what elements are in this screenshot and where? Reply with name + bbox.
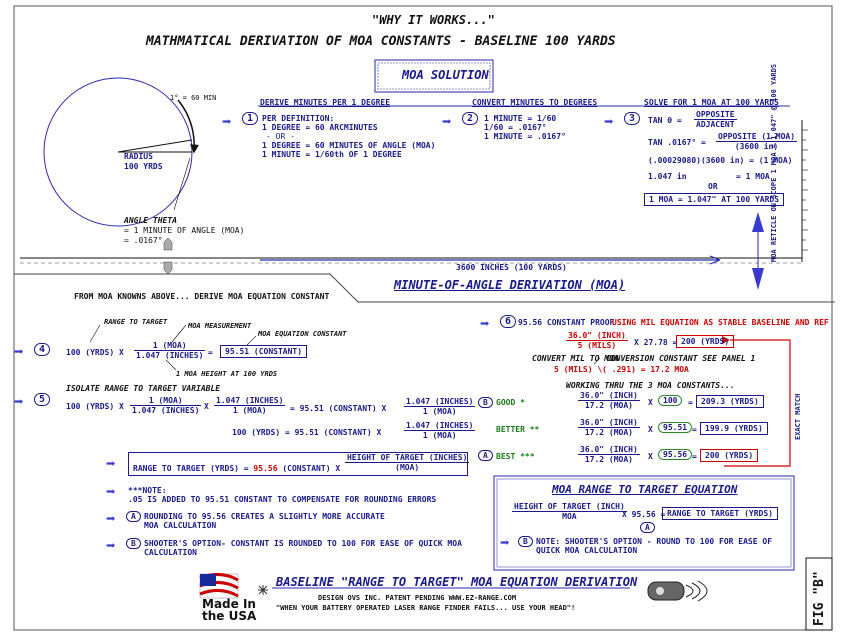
step3-line3: (.00029080)(3600 in) = (1 MOA) [648,156,793,165]
step1-line-3: 1 DEGREE = 60 MINUTES OF ANGLE (MOA) [262,141,436,150]
exact-match-label: EXACT MATCH [794,393,802,440]
theta-label-3: = .0167° [124,236,163,245]
better-x: X [648,425,653,434]
footer-title: BASELINE "RANGE TO TARGET" MOA EQUATION DERIVATION [276,575,638,589]
box-result: RANGE TO TARGET (YRDS) [662,507,778,520]
best-fraction: 36.0" (INCH) 17.2 (MOA) [580,445,638,464]
step5-badge: 5 [34,393,50,406]
arc-label: 1° = 60 MIN [170,94,217,102]
step3-tan-label: TAN θ = [648,116,682,125]
step6-b: USING MIL EQUATION AS STABLE BASELINE AND REF [612,318,829,327]
best-result: 200 (YRDS) [700,449,758,462]
box-badge-a: A [640,522,655,533]
note-b-arrow-icon: ➡ [106,509,116,528]
step3-line4b: = 1 MOA [736,172,770,181]
eq5-fraction-3: 1.047 (INCHES) 1 (MOA) [406,397,474,416]
footer-company: DESIGN OVS INC. PATENT PENDING WWW.EZ-RANGE.COM [318,594,517,602]
step3-tan2-label: TAN .0167° = [648,138,706,147]
made-in-2: the USA [202,609,257,623]
step2-line-1: 1/60 = .0167° [484,123,547,132]
moa-meas-label: MOA MEASUREMENT [188,322,252,330]
final-c: (CONSTANT) X [282,464,341,473]
step1-line-0: PER DEFINITION: [262,114,335,123]
good-eq: = [688,398,693,407]
convert-label: CONVERT MIL TO MOA [532,354,619,363]
note-a-arrow-icon: ➡ [106,482,116,501]
best-const: 95.56 [658,449,692,460]
step1-heading: DERIVE MINUTES PER 1 DEGREE [260,98,391,107]
vertical-scope-label: MOA RETICLE ON SCOPE 1 MOA = 1.047" @ 100 YARDS [770,63,778,262]
better-const: 95.51 [658,422,692,433]
baseline-label: 3600 INCHES (100 YARDS) [456,263,567,272]
note-c-arrow-icon: ➡ [106,536,116,555]
step5-arrow-icon: ➡ [14,392,24,411]
step3-line4a: 1.047 in [648,172,687,181]
eq4-equals: = [208,348,213,357]
note-a-1: ***NOTE: [128,486,167,495]
note-c-2: CALCULATION [144,548,197,557]
good-badge: B [478,397,493,408]
step1-line-4: 1 MINUTE = 1/60th OF 1 DEGREE [262,150,402,159]
step3-heading: SOLVE FOR 1 MOA AT 100 YARDS [644,98,779,107]
lower-intro: FROM MOA KNOWNS ABOVE... DERIVE MOA EQUATION CONSTANT [74,292,330,301]
note-b-1: ROUNDING TO 95.56 CREATES A SLIGHTLY MORE ACCURATE [144,512,385,521]
final-arrow-icon: ➡ [106,454,116,473]
best-badge: A [478,450,493,461]
step3-arrow-icon: ➡ [604,112,614,131]
step2-line-0: 1 MINUTE = 1/60 [484,114,557,123]
step1-line-1: 1 DEGREE = 60 ARCMINUTES [262,123,378,132]
note-c-1: SHOOTER'S OPTION- CONSTANT IS ROUNDED TO 100 FOR EASE OF QUICK MOA [144,539,462,548]
final-fraction: $\frac{\text{HEIGHT OF TARGET (INCHES)}}{\text{(MOA)}}$ [346,453,468,472]
isolate-label: ISOLATE RANGE TO TARGET VARIABLE [66,384,221,393]
better-eq: = [692,425,697,434]
step2-badge: 2 [462,112,478,125]
mil-result: 200 (YRDS) [676,335,734,348]
best-x: X [648,452,653,461]
made-in-1: Made In [202,597,256,611]
box-note-1: NOTE: SHOOTER'S OPTION - ROUND TO 100 FOR EASE OF [536,537,773,546]
step3-result: 1 MOA = 1.047" AT 100 YARDS [644,193,784,206]
eq6-fraction: 1.047 (INCHES) 1 (MOA) [406,421,474,440]
radius-label-1: RADIUS [124,152,153,161]
box-fraction: HEIGHT OF TARGET (INCH) MOA [514,502,625,521]
fig-label: FIG "B" [812,571,827,626]
eq5-b: = 95.51 (CONSTANT) X [290,404,387,413]
note-b-2: MOA CALCULATION [144,521,217,530]
step3-badge: 3 [624,112,640,125]
derivation-title: MINUTE-OF-ANGLE DERIVATION (MOA) [394,278,626,292]
conv-line: 5 (MILS) \( .291) = 17.2 MOA [554,365,689,374]
good-const: 100 [658,395,682,406]
eq5-fraction-1: 1 (MOA) 1.047 (INCHES) [132,396,200,415]
eq5-x: X [204,402,209,411]
step3-tan2-fraction: OPPOSITE (1 MOA) (3600 in) [718,132,796,151]
eq4-a: 100 (YRDS) X [66,348,124,357]
note-b-badge: A [126,511,141,522]
step1-badge: 1 [242,112,258,125]
step3-or: OR [708,182,718,191]
good-x: X [648,398,653,407]
box-note-badge: B [518,536,533,547]
eq-const-label: MOA EQUATION CONSTANT [258,330,347,338]
good-label: GOOD * [496,398,525,407]
step2-line-2: 1 MINUTE = .0167° [484,132,566,141]
step3-tan-fraction: OPPOSITE ADJACENT [696,110,735,129]
moa-solution-title: MOA SOLUTION [402,68,489,82]
step6-badge: 6 [500,315,516,328]
radius-label-2: 100 YRDS [124,162,163,171]
working-label: WORKING THRU THE 3 MOA CONSTANTS... [566,381,735,390]
eq4-fraction: 1 (MOA) 1.047 (INCHES) [136,341,204,360]
box-x: X 95.56 = [622,510,666,519]
eq5-a: 100 (YRDS) X [66,402,124,411]
theta-label-1: ANGLE THETA [124,216,177,225]
usa-flag-icon [200,574,238,598]
theta-label-2: = 1 MINUTE OF ANGLE (MOA) [124,226,245,235]
eq4-result: 95.51 (CONSTANT) [220,345,307,358]
better-label: BETTER ** [496,425,540,434]
angle-line [118,140,192,152]
range-label: RANGE TO TARGET [104,318,168,326]
step1-arrow-icon: ➡ [222,112,232,131]
final-a: RANGE TO TARGET (YRDS) = [133,464,249,473]
step1-line-2: - OR - [266,132,295,141]
moa-height-label: 1 MOA HEIGHT AT 100 YRDS [176,370,278,378]
step6-arrow-icon: ➡ [480,314,490,333]
good-fraction: 36.0" (INCH) 17.2 (MOA) [580,391,638,410]
step2-arrow-icon: ➡ [442,112,452,131]
mil-x: X 27.78 = [634,338,678,347]
final-constant: 95.56 [253,464,278,473]
conv-const-label: CONVERSION CONSTANT SEE PANEL 1 [606,354,756,363]
footer-tagline: "WHEN YOUR BATTERY OPERATED LASER RANGE FINDER FAILS... USE YOUR HEAD"! [276,604,576,612]
step4-badge: 4 [34,343,50,356]
box-note-arrow-icon: ➡ [500,533,510,552]
rangefinder-icon [648,581,707,601]
final-equation-box [128,452,468,476]
step2-heading: CONVERT MINUTES TO DEGREES [472,98,598,107]
header-title: MATHMATICAL DERIVATION OF MOA CONSTANTS - BASELINE 100 YARDS [146,34,616,49]
best-label: BEST *** [496,452,535,461]
best-eq: = [692,452,697,461]
eq5-fraction-2: 1.047 (INCHES) 1 (MOA) [216,396,284,415]
note-a-2: .05 IS ADDED TO 95.51 CONSTANT TO COMPENSATE FOR ROUNDING ERRORS [128,495,437,504]
mil-fraction: 36.0" (INCH) 5 (MILS) [568,331,626,350]
note-c-badge: B [126,538,141,549]
box-title: MOA RANGE TO TARGET EQUATION [552,483,738,496]
eq6-a: 100 (YRDS) = 95.51 (CONSTANT) X [232,428,382,437]
step4-arrow-icon: ➡ [14,342,24,361]
header-line1: "WHY IT WORKS..." [372,13,495,27]
good-result: 209.3 (YRDS) [696,395,764,408]
better-result: 199.9 (YRDS) [700,422,768,435]
box-note-2: QUICK MOA CALCULATION [536,546,638,555]
step6-a: 95.56 CONSTANT PROOF [518,318,615,327]
better-fraction: 36.0" (INCH) 17.2 (MOA) [580,418,638,437]
